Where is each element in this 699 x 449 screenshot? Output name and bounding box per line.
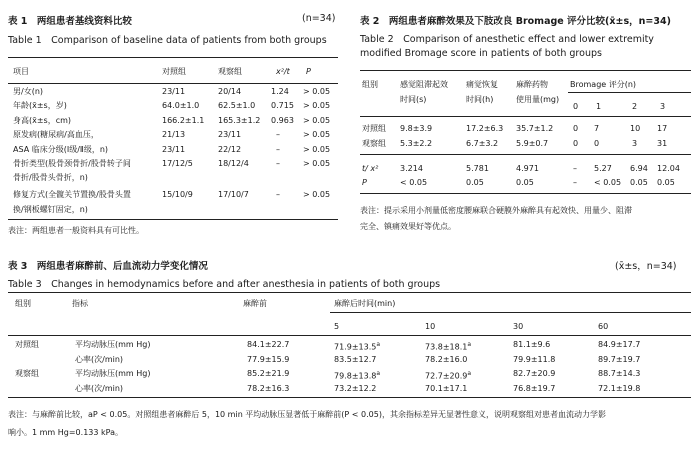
table1-row-label: 修复方式(全髋关节置换/股骨头置 — [13, 190, 131, 199]
table3-n-label: (x̄±s，n=34) — [615, 261, 677, 272]
table3-cell: 83.5±12.7 — [334, 355, 377, 364]
table3-cell: 89.7±19.7 — [598, 355, 641, 364]
table2-header-rule — [360, 116, 691, 117]
table1-cell: 20/14 — [218, 87, 242, 96]
table1-cell: > 0.05 — [303, 87, 331, 96]
table1-cell: – — [276, 190, 280, 199]
table1-cell: 23/11 — [162, 145, 186, 154]
table2-cell: 3 — [632, 139, 638, 148]
table2-top-rule — [360, 70, 691, 71]
table3-cell: 70.1±17.1 — [425, 384, 468, 393]
table2-cell: 3.214 — [400, 164, 423, 173]
table2-header-onset-unit: 时间(s) — [400, 95, 427, 104]
table2-cell: 7 — [594, 124, 600, 133]
table1-cell: > 0.05 — [303, 101, 331, 110]
table3-title-cn: 表 3 两组患者麻醉前、后血流动力学变化情况 — [8, 261, 208, 272]
table3-row-group: 观察组 — [15, 369, 39, 378]
table2-bromage-rule — [568, 92, 691, 93]
table2-cell: 5.781 — [466, 164, 489, 173]
table2-title-en-1: Table 2 Comparison of anesthetic effect and lower extremity — [360, 34, 654, 45]
table3-cell: 78.2±16.0 — [425, 355, 468, 364]
table2-cell: 17 — [657, 124, 668, 133]
table2-cell: 5.27 — [594, 164, 612, 173]
significance-marker: a — [376, 370, 381, 377]
table3-cell: 84.1±22.7 — [247, 340, 290, 349]
table1-row-label: ASA 临床分级(Ⅰ级/Ⅱ级，n) — [13, 145, 109, 154]
table3-cell: 84.9±17.7 — [598, 340, 641, 349]
table2-header-score-2: 2 — [632, 102, 638, 111]
table2-cell: 0 — [573, 124, 579, 133]
table1-cell: 21/13 — [162, 130, 186, 139]
table3-top-rule — [8, 292, 691, 293]
table2-cell: 17.2±6.3 — [466, 124, 504, 133]
table1-cell: > 0.05 — [303, 159, 331, 168]
table1-row-label: 男/女(n) — [13, 87, 44, 96]
table2-bottom-rule — [360, 193, 691, 194]
table2-note-1: 表注：提示采用小剂量低密度腰麻联合硬膜外麻醉具有起效快、用量少、阻滞 — [360, 206, 632, 215]
table3-header-time-10: 10 — [425, 322, 436, 331]
table2-header-bromage: Bromage 评分(n) — [570, 80, 637, 89]
table1-cell: – — [276, 145, 280, 154]
table1-n-label: (n=34) — [302, 13, 336, 24]
table3-row-index: 心率(次/min) — [75, 355, 124, 364]
table3-header-time-5: 5 — [334, 322, 340, 331]
table1-row-label: 身高(x̄±s，cm) — [13, 116, 72, 125]
table3-cell: 82.7±20.9 — [513, 369, 556, 378]
table2-cell: 12.04 — [657, 164, 680, 173]
table3-cell: 77.9±15.9 — [247, 355, 290, 364]
table3-cell-sig — [425, 369, 471, 382]
table3-title-en: Table 3 Changes in hemodynamics before and after anesthesia in patients of both groups — [8, 279, 441, 290]
table3-cell-sig — [334, 369, 380, 382]
table1-cell: 165.3±1.2 — [218, 116, 261, 125]
table1-cell: > 0.05 — [303, 130, 331, 139]
table2-header-recovery-unit: 时间(h) — [466, 95, 494, 104]
table2-cell: 0 — [573, 139, 579, 148]
table3-header-before: 麻醉前 — [243, 299, 267, 308]
table1-cell: 1.24 — [271, 87, 289, 96]
table2-cell: 0 — [594, 139, 600, 148]
table1-cell: 17/12/5 — [162, 159, 193, 168]
table2-cell: 31 — [657, 139, 668, 148]
table2-cell: 5.3±2.2 — [400, 139, 433, 148]
table1-row-label: 骨折类型(股骨颈骨折/股骨转子间 — [13, 159, 131, 168]
table3-row-group: 对照组 — [15, 340, 39, 349]
table3-cell-sig — [425, 340, 471, 353]
table3-cell: 76.8±19.7 — [513, 384, 556, 393]
table3-cell: 88.7±14.3 — [598, 369, 641, 378]
table3-note-2: 响小。1 mm Hg=0.133 kPa。 — [8, 428, 124, 437]
table3-cell: 81.1±9.6 — [513, 340, 551, 349]
table1-cell: 64.0±1.0 — [162, 101, 200, 110]
table1-cell: – — [276, 159, 280, 168]
table2-cell: 6.7±3.2 — [466, 139, 499, 148]
table1-cell: 0.715 — [271, 101, 294, 110]
table2-header-score-1: 1 — [596, 102, 602, 111]
table3-cell: 85.2±21.9 — [247, 369, 290, 378]
table1-header-rule — [8, 83, 338, 84]
table3-cell-value: 73.8±18.1 — [425, 342, 468, 352]
table3-bottom-rule — [8, 397, 691, 398]
table1-row-label-cont: 换/钢板螺钉固定，n) — [13, 205, 88, 214]
table1-cell: 23/11 — [218, 130, 242, 139]
table1-header-stat: x²/t — [276, 67, 290, 76]
table1-cell: 17/10/7 — [218, 190, 249, 199]
table2-header-score-0: 0 — [573, 102, 579, 111]
table2-cell: 4.971 — [516, 164, 539, 173]
significance-marker: a — [467, 341, 472, 348]
table3-cell-value: 71.9±13.5 — [334, 342, 377, 352]
table3-note-1: 表注：与麻醉前比较，aP < 0.05。对照组患者麻醉后 5，10 min 平均动脉压显著低于麻醉前(P < 0.05)，其余指标差异无显著性意义，说明观察组对患者血流动力学影 — [8, 410, 606, 419]
table2-cell: 0.05 — [466, 178, 484, 187]
table1-cell: 18/12/4 — [218, 159, 249, 168]
table3-cell: 73.2±12.2 — [334, 384, 377, 393]
table3-row-index: 平均动脉压(mm Hg) — [75, 340, 151, 349]
table3-header-rule — [8, 335, 691, 336]
table1-header-p: P — [306, 67, 311, 76]
table1-title-en: Table 1 Comparison of baseline data of patients from both groups — [8, 35, 327, 46]
table1-row-label: 年龄(x̄±s，岁) — [13, 101, 67, 110]
significance-marker: a — [376, 341, 381, 348]
table2-cell: 0.05 — [630, 178, 648, 187]
table1-cell: > 0.05 — [303, 116, 331, 125]
table3-cell-value: 72.7±20.9 — [425, 371, 468, 381]
significance-marker: a — [467, 370, 472, 377]
table2-title-cn: 表 2 两组患者麻醉效果及下肢改良 Bromage 评分比较(x̄±s，n=34) — [360, 16, 671, 27]
table2-header-dose-unit: 使用量(mg) — [516, 95, 560, 104]
table2-cell: < 0.05 — [594, 178, 622, 187]
table2-cell: 0.05 — [516, 178, 534, 187]
table3-cell: 72.1±19.8 — [598, 384, 641, 393]
table1-cell: – — [276, 130, 280, 139]
table3-header-index: 指标 — [72, 299, 88, 308]
table3-cell-sig — [334, 340, 380, 353]
table2-row-label: 对照组 — [362, 124, 386, 133]
table2-cell: 9.8±3.9 — [400, 124, 433, 133]
table1-bottom-rule — [8, 219, 338, 220]
table1-header-observe: 观察组 — [218, 67, 242, 76]
table3-cell: 78.2±16.3 — [247, 384, 290, 393]
table2-row-label: t/ x² — [362, 164, 379, 173]
table1-cell: > 0.05 — [303, 145, 331, 154]
table2-title-en-2: modified Bromage score in patients of both groups — [360, 48, 602, 59]
table1-cell: 15/10/9 — [162, 190, 193, 199]
table2-header-score-3: 3 — [660, 102, 666, 111]
table1-cell: 62.5±1.0 — [218, 101, 256, 110]
table2-cell: 0.05 — [657, 178, 675, 187]
table2-cell: 5.9±0.7 — [516, 139, 549, 148]
table3-header-after: 麻醉后时间(min) — [334, 299, 396, 308]
table1-row-label-cont: 骨折/股骨头骨折，n) — [13, 173, 88, 182]
table3-header-time-60: 60 — [598, 322, 609, 331]
table2-cell: – — [573, 178, 577, 187]
table3-after-rule — [330, 312, 691, 313]
table1-header-control: 对照组 — [162, 67, 186, 76]
table2-cell: 6.94 — [630, 164, 648, 173]
table2-header-dose: 麻醉药物 — [516, 80, 548, 89]
table1-row-label: 原发病(糖尿病/高血压， — [13, 130, 99, 139]
table2-header-group: 组别 — [362, 80, 378, 89]
table2-row-label: 观察组 — [362, 139, 386, 148]
table1-cell: 22/12 — [218, 145, 242, 154]
table2-cell: < 0.05 — [400, 178, 428, 187]
table2-cell: 10 — [630, 124, 641, 133]
table3-row-index: 平均动脉压(mm Hg) — [75, 369, 151, 378]
table3-header-group: 组别 — [15, 299, 31, 308]
table1-cell: 23/11 — [162, 87, 186, 96]
table1-top-rule — [8, 57, 338, 58]
table3-row-index: 心率(次/min) — [75, 384, 124, 393]
table3-cell: 79.9±11.8 — [513, 355, 556, 364]
table3-cell-value: 79.8±13.8 — [334, 371, 377, 381]
table2-note-2: 完全、镇痛效果好等优点。 — [360, 222, 456, 231]
table2-header-onset: 感觉阻滞起效 — [400, 80, 448, 89]
table1-cell: 166.2±1.1 — [162, 116, 205, 125]
table2-cell: 35.7±1.2 — [516, 124, 554, 133]
table1-note: 表注：两组患者一般资料具有可比性。 — [8, 226, 144, 235]
table1-cell: > 0.05 — [303, 190, 331, 199]
table1-cell: 0.963 — [271, 116, 294, 125]
table2-header-recovery: 痛觉恢复 — [466, 80, 498, 89]
table1-title-cn: 表 1 两组患者基线资料比较 — [8, 16, 132, 27]
table1-header-item: 项目 — [13, 67, 29, 76]
table2-cell: – — [573, 164, 577, 173]
table3-header-time-30: 30 — [513, 322, 524, 331]
table2-mid-rule — [360, 154, 691, 155]
table2-row-label: P — [362, 178, 367, 187]
